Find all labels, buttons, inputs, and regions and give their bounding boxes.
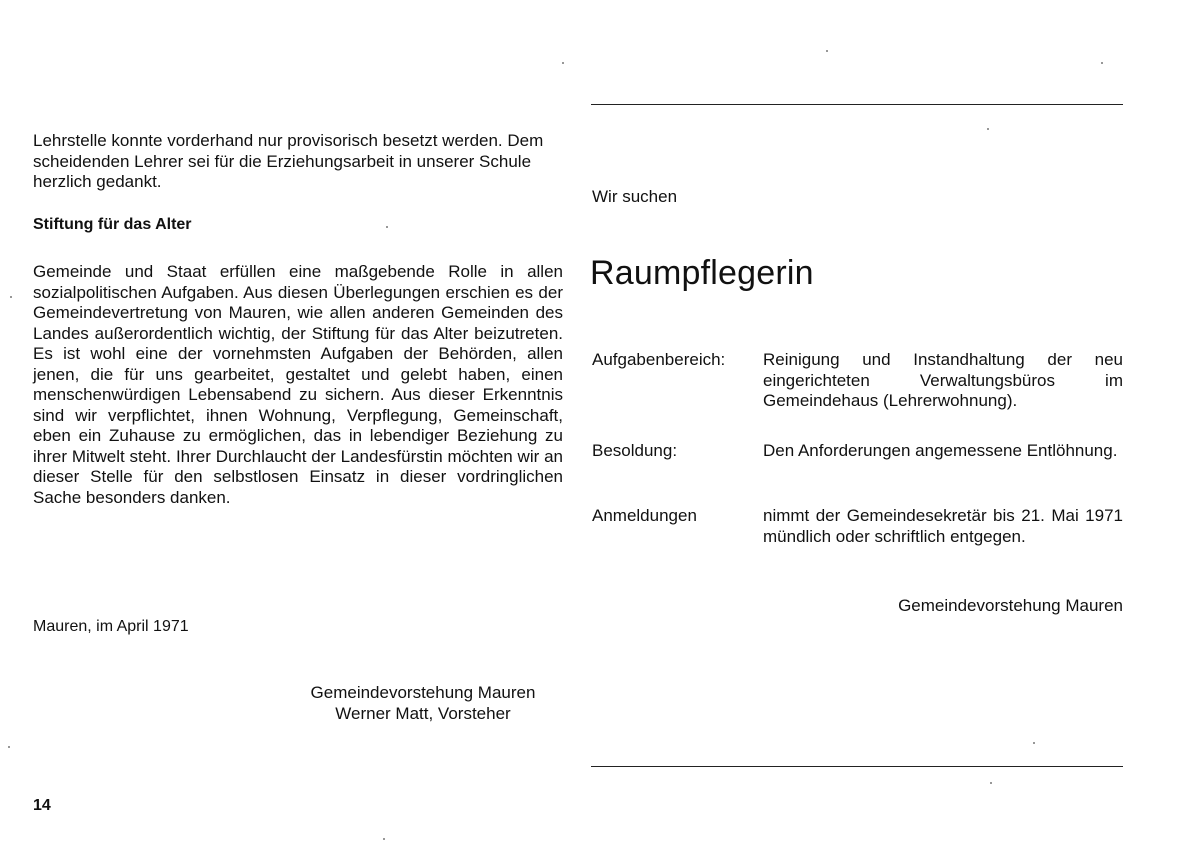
scan-speck bbox=[8, 746, 10, 748]
ad-signature: Gemeindevorstehung Mauren bbox=[898, 596, 1123, 615]
scan-speck bbox=[990, 782, 992, 784]
scan-speck bbox=[826, 50, 828, 52]
scan-speck bbox=[987, 128, 989, 130]
ad-intro: Wir suchen bbox=[592, 187, 678, 206]
ad-title: Raumpflegerin bbox=[590, 254, 814, 292]
ad-top-rule bbox=[591, 104, 1123, 105]
main-paragraph: Gemeinde und Staat erfüllen eine maßgebende Rolle in allen sozialpolitischen Aufgaben. Aus diesen Überlegungen erschien es der Gemeindevertretung von Mauren, wie allen anderen Gemeinden des Landes außerordentlich wichtig, der Stiftung für das Alter beizutreten. Es ist wohl eine der vornehmsten Aufgaben der Behörden, allen jenen, die für uns gearbeitet, gestaltet und gelebt haben, einen menschenwürdigen Lebensabend zu sichern. Aus dieser Erkenntnis sind wir verpflichtet, ihnen Wohnung, Verpflegung, Gemeinschaft, eben ein Zuhause zu ermöglichen, das in lebendiger Beziehung zu ihrer Mitwelt steht. Ihrer Durchlaucht der Landesfürstin möchten wir an dieser Stelle für den selbstlosen Einsatz in dieser vordringlichen Sache besonders danken. bbox=[33, 262, 563, 507]
main-paragraph-block bbox=[33, 262, 563, 508]
ad-row-term: Anmeldungen bbox=[592, 506, 697, 525]
intro-paragraph: Lehrstelle konnte vorderhand nur provisorisch besetzt werden. Dem scheidenden Lehrer sei für die Erziehungsarbeit in unserer Schule herzlich gedankt. bbox=[33, 131, 544, 191]
ad-row-desc: Reinigung und Instandhaltung der neu eingerichteten Verwaltungsbüros im Gemeindehaus (Lehrerwohnung). bbox=[763, 350, 1123, 410]
left-signature bbox=[283, 682, 563, 724]
intro-paragraph-block bbox=[33, 131, 563, 193]
ad-row-desc: nimmt der Gemeindesekretär bis 21. Mai 1971 mündlich oder schriftlich entgegen. bbox=[763, 506, 1123, 546]
place-date: Mauren, im April 1971 bbox=[33, 618, 189, 635]
ad-row-duties bbox=[592, 350, 1124, 412]
scan-speck bbox=[562, 62, 564, 64]
page-number: 14 bbox=[33, 797, 51, 814]
ad-row-term: Aufgabenbereich: bbox=[592, 350, 726, 369]
section-heading: Stiftung für das Alter bbox=[33, 216, 192, 233]
signature-line-organization: Gemeindevorstehung Mauren bbox=[310, 683, 536, 702]
ad-row-applications bbox=[592, 506, 1124, 547]
ad-row-term: Besoldung: bbox=[592, 441, 678, 460]
scan-speck bbox=[1033, 742, 1035, 744]
scan-speck bbox=[1101, 62, 1103, 64]
scan-speck bbox=[383, 838, 385, 840]
scan-speck bbox=[10, 296, 12, 298]
signature-line-name: Werner Matt, Vorsteher bbox=[335, 704, 511, 723]
ad-row-salary bbox=[592, 441, 1124, 462]
scan-speck bbox=[386, 226, 388, 228]
ad-row-desc: Den Anforderungen angemessene Entlöhnung. bbox=[763, 441, 1118, 460]
ad-bottom-rule bbox=[591, 766, 1123, 767]
